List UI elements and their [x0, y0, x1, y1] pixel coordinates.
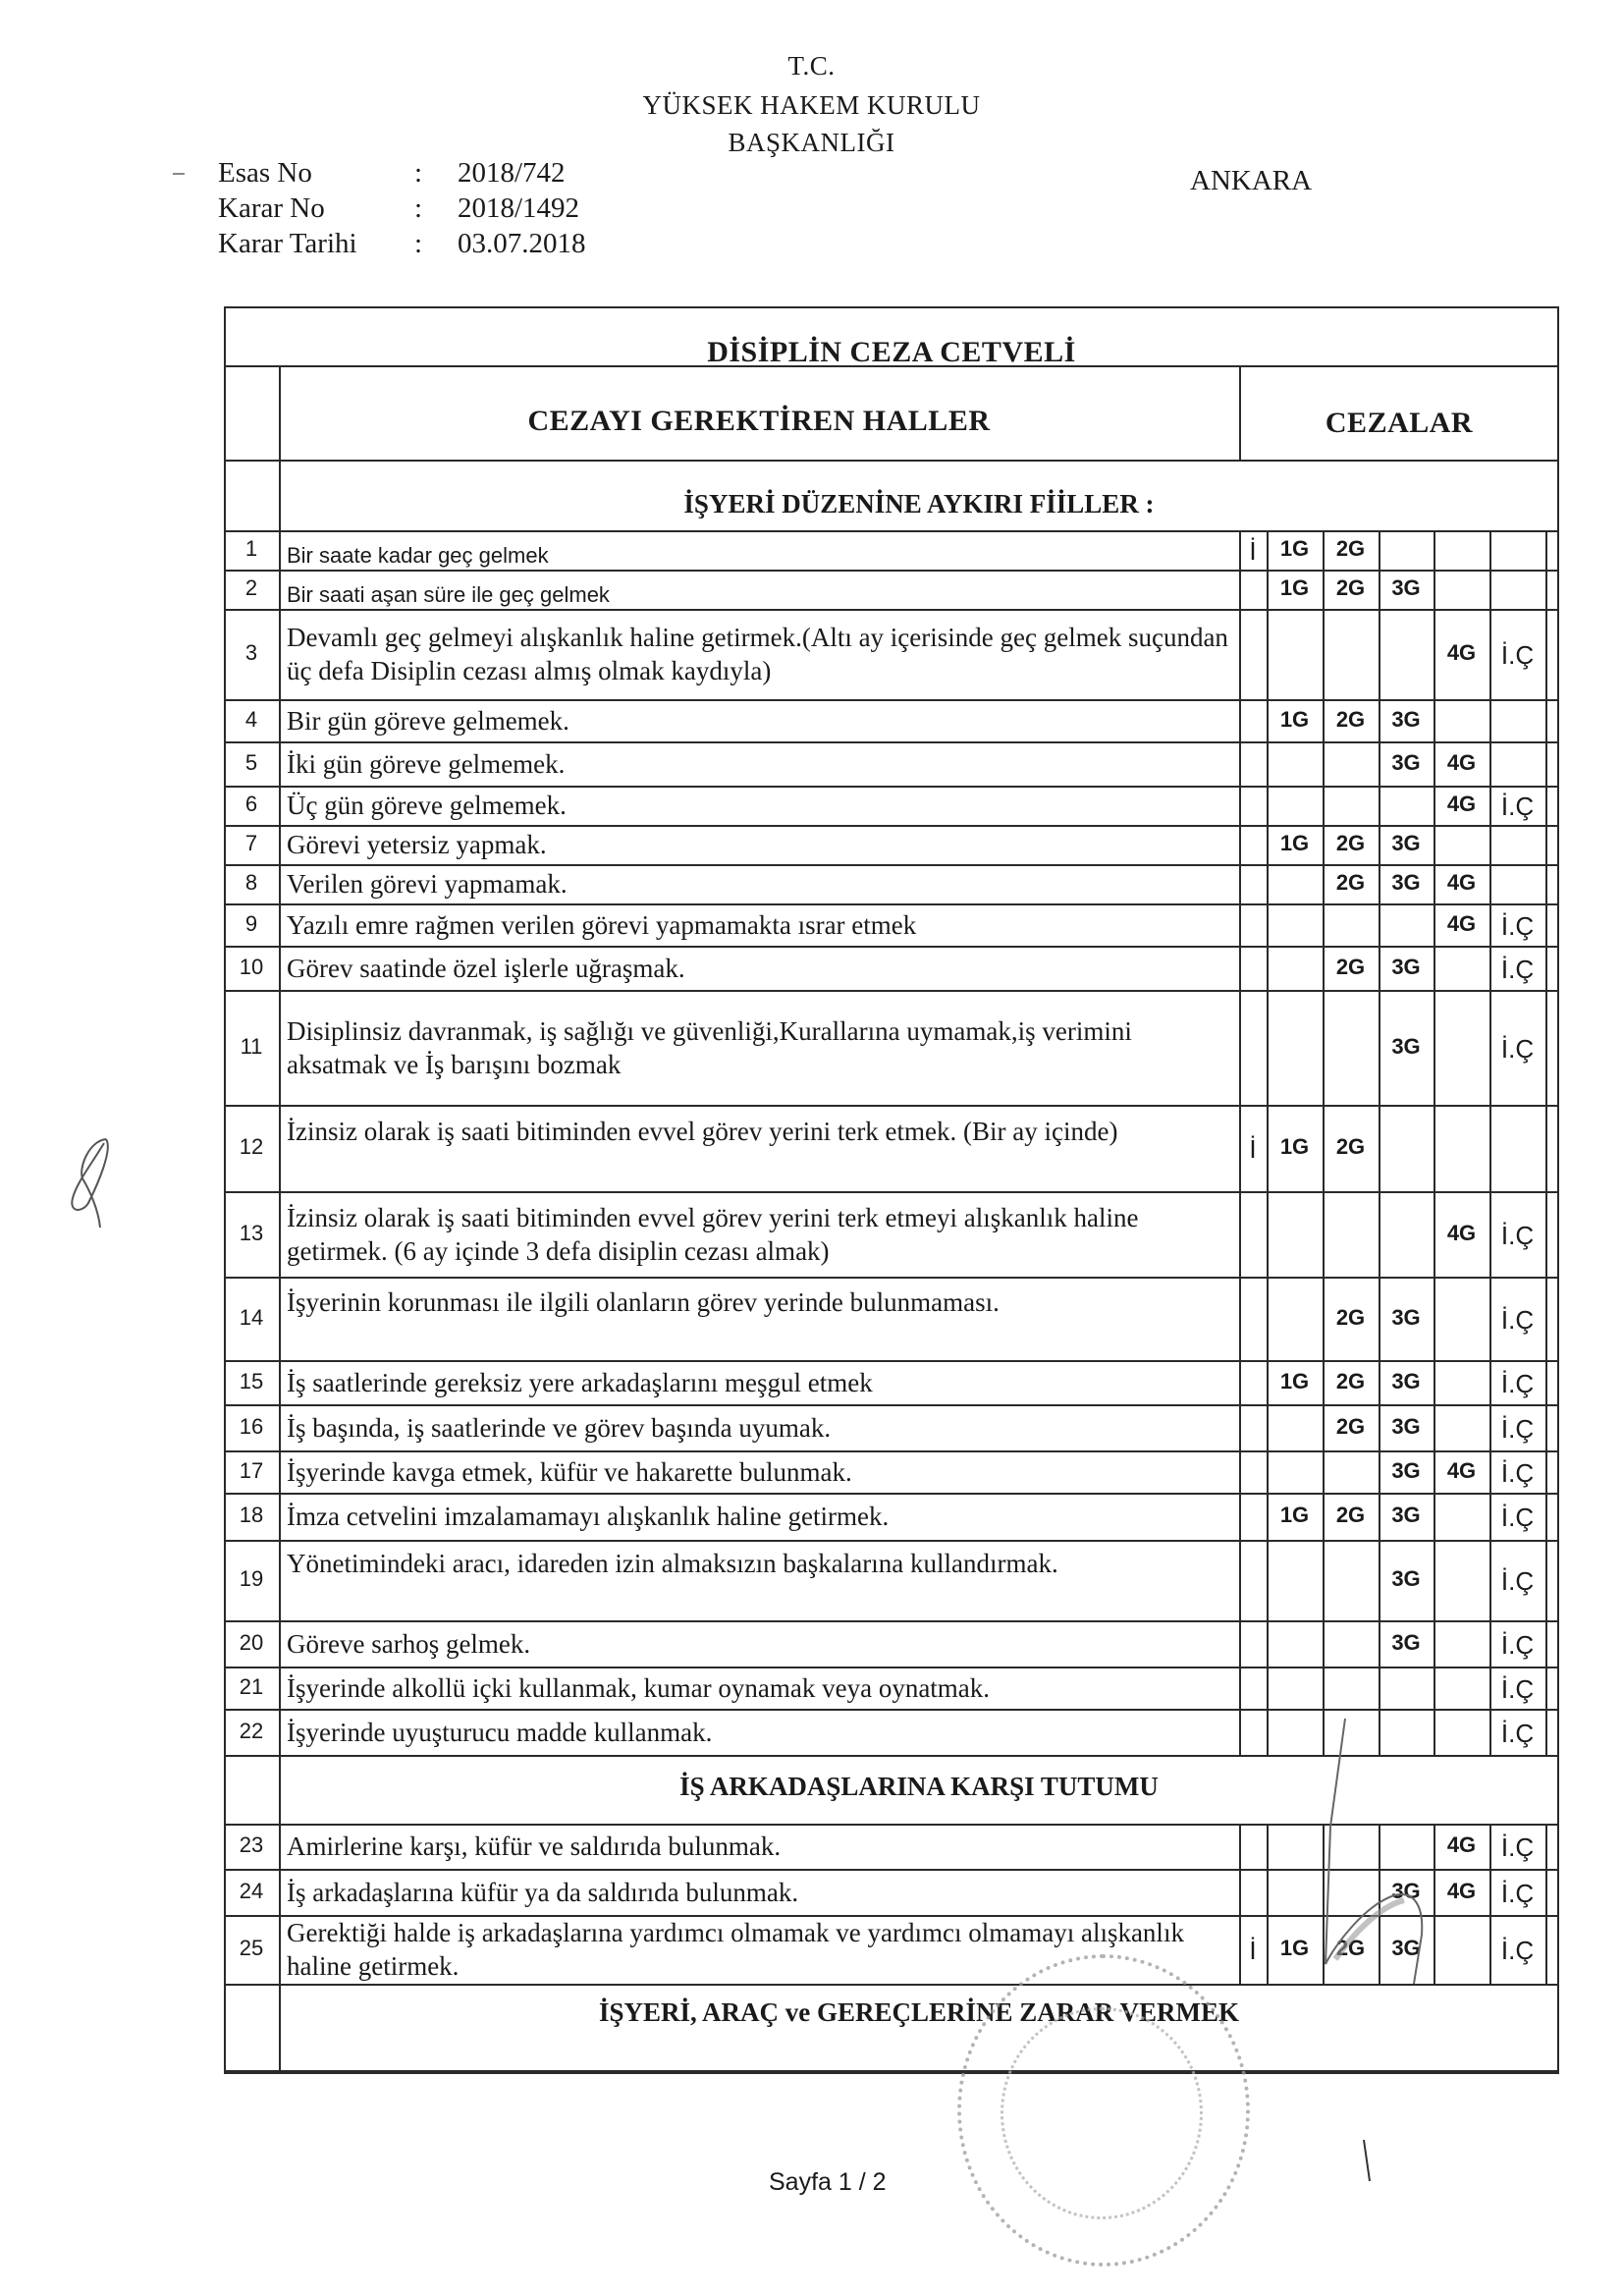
penalty-cell: 4G — [1446, 749, 1477, 775]
divider — [1545, 1277, 1547, 1360]
penalty-cell: İ.Ç — [1500, 1368, 1535, 1398]
divider — [1239, 825, 1241, 864]
penalty-cell: 2G — [1335, 1304, 1366, 1330]
row-description: Üç gün göreve gelmemek. — [287, 791, 567, 820]
divider — [1434, 1277, 1435, 1360]
divider — [1434, 1404, 1435, 1450]
divider — [1323, 1450, 1325, 1493]
meta-label: Karar Tarihi — [218, 228, 357, 259]
header-institution: YÜKSEK HAKEM KURULU — [642, 90, 981, 120]
divider — [1489, 530, 1491, 570]
row-number: 7 — [244, 831, 258, 855]
row-description: Bir gün göreve gelmemek. — [287, 705, 569, 736]
divider — [1239, 786, 1241, 825]
divider — [1239, 1450, 1241, 1493]
divider — [1323, 786, 1325, 825]
table-row — [224, 699, 1559, 741]
divider — [1489, 699, 1491, 741]
row-description: İş başında, iş saatlerinde ve görev başında uyumak. — [287, 1412, 832, 1443]
penalty-cell: 3G — [1391, 1413, 1421, 1439]
penalty-cell: 2G — [1335, 1503, 1366, 1527]
divider — [1545, 530, 1547, 570]
row-description: Verilen görevi yapmamak. — [287, 869, 568, 899]
header-office: BAŞKANLIĞI — [728, 128, 895, 157]
row-description: İş arkadaşlarına küfür ya da saldırıda bulunmak. — [287, 1877, 799, 1907]
row-description: Gerektiği halde iş arkadaşlarına yardımcı olmamak ve yardımcı olmamayı alışkanlık haline getirmek. — [287, 1918, 1184, 1981]
penalty-cell: İ.Ç — [1500, 1503, 1535, 1532]
penalty-cell: İ.Ç — [1500, 1718, 1535, 1748]
row-number: 13 — [239, 1220, 264, 1245]
divider — [1267, 1404, 1269, 1450]
divider — [1545, 609, 1547, 699]
row-description: Görev saatinde özel işlerle uğraşmak. — [287, 953, 685, 983]
penalty-cell: 3G — [1391, 954, 1421, 979]
divider — [1323, 1667, 1325, 1709]
row-description: İşyerinin korunması ile ilgili olanların görev yerinde bulunmaması. — [287, 1286, 1000, 1317]
meta-colon: : — [414, 192, 423, 224]
divider — [1239, 1404, 1241, 1450]
table-row — [224, 1620, 1559, 1667]
divider — [1239, 1540, 1241, 1620]
row-number: 17 — [239, 1457, 264, 1483]
penalty-cell: 3G — [1391, 831, 1421, 855]
divider — [1545, 1105, 1547, 1191]
divider — [1239, 365, 1241, 460]
divider — [1267, 990, 1269, 1105]
penalty-cell: İ — [1249, 536, 1257, 566]
divider — [1379, 1191, 1380, 1277]
penalty-cell: 4G — [1446, 640, 1477, 665]
row-number: 23 — [239, 1832, 264, 1857]
penalty-cell: 4G — [1446, 792, 1477, 816]
penalty-cell: İ.Ç — [1500, 1457, 1535, 1488]
divider — [1489, 741, 1491, 786]
penalty-cell: İ.Ç — [1500, 1220, 1535, 1250]
table-row — [224, 1404, 1559, 1450]
divider — [1545, 699, 1547, 741]
row-number: 14 — [239, 1304, 264, 1330]
penalty-cell: 3G — [1391, 1503, 1421, 1527]
divider — [1267, 1869, 1269, 1915]
row-number: 8 — [244, 870, 258, 895]
penalty-cell: 1G — [1279, 1936, 1310, 1960]
divider — [1267, 1667, 1269, 1709]
penalty-cell: İ.Ç — [1500, 792, 1535, 821]
penalty-cell: 4G — [1446, 910, 1477, 936]
row-description: Bir saati aşan süre ile geç gelmek — [287, 582, 610, 607]
row-number: 2 — [244, 575, 258, 600]
penalty-cell: 2G — [1335, 575, 1366, 600]
row-description: Yönetimindeki aracı, idareden izin almaksızın başkalarına kullandırmak. — [287, 1549, 1058, 1578]
stamp-inner-ring — [1001, 2007, 1203, 2219]
divider — [1545, 1493, 1547, 1540]
penalty-cell: 1G — [1279, 1368, 1310, 1394]
penalty-cell: 2G — [1335, 1413, 1366, 1439]
penalty-cell: İ.Ç — [1500, 1832, 1535, 1862]
divider — [1379, 1105, 1380, 1191]
penalty-cell: İ.Ç — [1500, 1878, 1535, 1908]
penalty-cell: 3G — [1391, 1566, 1421, 1591]
divider — [1239, 1869, 1241, 1915]
penalty-cell: 1G — [1279, 1503, 1310, 1527]
row-number: 21 — [239, 1673, 264, 1699]
handwritten-mark-icon — [59, 1129, 128, 1237]
penalty-cell: 3G — [1391, 706, 1421, 732]
row-number: 11 — [240, 1033, 263, 1059]
row-number: 18 — [239, 1503, 264, 1527]
divider — [1323, 990, 1325, 1105]
divider — [1434, 825, 1435, 864]
meta-label: Karar No — [218, 192, 325, 224]
signature-icon — [1276, 1709, 1473, 1994]
meta-esas-no — [218, 157, 566, 190]
column-header-haller: CEZAYI GEREKTİREN HALLER — [527, 405, 991, 437]
divider — [1239, 903, 1241, 946]
row-number: 22 — [239, 1718, 264, 1743]
row-description: İzinsiz olarak iş saati bitiminden evvel görev yerini terk etmek. (Bir ay içinde) — [287, 1117, 1118, 1146]
row-number: 9 — [244, 910, 258, 936]
divider — [1545, 786, 1547, 825]
divider — [1267, 1191, 1269, 1277]
table-row — [224, 1450, 1559, 1493]
divider — [1239, 1709, 1241, 1755]
divider — [1434, 1493, 1435, 1540]
divider — [1239, 1620, 1241, 1667]
table-row — [224, 570, 1559, 609]
row-description: İş saatlerinde gereksiz yere arkadaşlarını meşgul etmek — [287, 1367, 873, 1397]
divider — [1239, 609, 1241, 699]
penalty-cell: 1G — [1279, 575, 1310, 600]
penalty-cell: 2G — [1335, 870, 1366, 895]
table-row — [224, 903, 1559, 946]
row-description: Bir saate kadar geç gelmek — [287, 543, 549, 568]
penalty-cell: 3G — [1391, 1936, 1421, 1960]
divider — [1489, 570, 1491, 609]
table-row — [224, 786, 1559, 825]
divider — [1239, 741, 1241, 786]
row-number: 6 — [244, 792, 258, 816]
divider — [1267, 609, 1269, 699]
official-stamp-icon — [957, 1954, 1250, 2267]
meta-value: 2018/742 — [458, 157, 566, 189]
row-number: 24 — [239, 1878, 264, 1903]
divider — [1545, 1709, 1547, 1755]
divider — [1239, 1360, 1241, 1404]
divider — [1379, 1667, 1380, 1709]
divider — [1323, 1540, 1325, 1620]
divider — [1434, 1620, 1435, 1667]
divider — [1545, 741, 1547, 786]
penalty-cell: 1G — [1279, 706, 1310, 732]
penalty-cell: 1G — [1279, 831, 1310, 855]
penalty-cell: 3G — [1391, 1457, 1421, 1483]
divider — [1434, 570, 1435, 609]
row-number: 12 — [239, 1134, 264, 1159]
row-description: Amirlerine karşı, küfür ve saldırıda bulunmak. — [287, 1831, 782, 1861]
penalty-cell: 1G — [1279, 1134, 1310, 1159]
penalty-cell: 2G — [1335, 954, 1366, 979]
penalty-cell: 3G — [1391, 870, 1421, 895]
divider — [1239, 1191, 1241, 1277]
meta-karar-no — [218, 192, 579, 225]
divider — [1545, 1869, 1547, 1915]
divider — [1239, 1667, 1241, 1709]
divider — [1489, 864, 1491, 903]
header-tc: T.C. — [787, 51, 836, 81]
divider — [1434, 530, 1435, 570]
divider — [1434, 1105, 1435, 1191]
penalty-cell: 2G — [1335, 1936, 1366, 1960]
penalty-cell: 4G — [1446, 1457, 1477, 1483]
penalty-cell: İ.Ç — [1500, 1629, 1535, 1660]
meta-colon: : — [414, 157, 423, 189]
divider — [1323, 903, 1325, 946]
penalty-cell: İ.Ç — [1500, 1033, 1535, 1064]
divider — [1434, 1540, 1435, 1620]
penalty-cell: 4G — [1446, 1220, 1477, 1245]
penalty-cell: 4G — [1446, 1878, 1477, 1903]
divider — [1323, 1191, 1325, 1277]
divider — [1323, 1620, 1325, 1667]
row-description: İki gün göreve gelmemek. — [287, 748, 566, 779]
penalty-cell: 1G — [1279, 536, 1310, 561]
section-title: İŞ ARKADAŞLARINA KARŞI TUTUMU — [679, 1772, 1159, 1801]
row-description: İşyerinde kavga etmek, küfür ve hakarette bulunmak. — [287, 1456, 852, 1487]
divider — [224, 460, 1559, 462]
table-row — [224, 1277, 1559, 1360]
penalty-cell: İ.Ç — [1500, 1413, 1535, 1444]
divider — [1545, 1824, 1547, 1869]
divider — [1267, 946, 1269, 990]
divider — [1323, 609, 1325, 699]
row-number: 4 — [244, 706, 258, 732]
meta-value: 2018/1492 — [458, 192, 580, 224]
divider — [1545, 1191, 1547, 1277]
divider — [224, 2072, 1559, 2074]
table-row — [224, 1667, 1559, 1709]
row-description: Disiplinsiz davranmak, iş sağlığı ve güvenliği,Kurallarına uymamak,iş verimini aksatmak ve İş barışını bozmak — [287, 1015, 1132, 1079]
table-row — [224, 1105, 1559, 1191]
divider — [1267, 903, 1269, 946]
row-description: Yazılı emre rağmen verilen görevi yapmamakta ısrar etmek — [287, 909, 917, 940]
table-row — [224, 530, 1559, 570]
table-row — [224, 990, 1559, 1105]
penalty-cell: 3G — [1391, 575, 1421, 600]
row-description: İşyerinde alkollü içki kullanmak, kumar oynamak veya oynatmak. — [287, 1672, 991, 1703]
penalty-cell: 4G — [1446, 1832, 1477, 1857]
table-title: DİSİPLİN CEZA CETVELİ — [707, 336, 1076, 368]
divider — [1267, 1450, 1269, 1493]
divider — [1267, 1277, 1269, 1360]
table-row — [224, 741, 1559, 786]
divider — [1434, 1667, 1435, 1709]
divider — [1267, 864, 1269, 903]
divider — [1239, 990, 1241, 1105]
meta-value: 03.07.2018 — [458, 228, 586, 259]
divider — [1545, 1450, 1547, 1493]
penalty-cell: 2G — [1335, 1134, 1366, 1159]
margin-dash — [173, 173, 185, 175]
row-number: 15 — [239, 1368, 264, 1394]
table-row — [224, 946, 1559, 990]
section-title: İŞYERİ, ARAÇ ve GEREÇLERİNE ZARAR VERMEK — [598, 1997, 1240, 2027]
table-row — [224, 1493, 1559, 1540]
penalty-cell: 3G — [1391, 1304, 1421, 1330]
row-number: 25 — [239, 1936, 264, 1960]
row-number: 3 — [244, 640, 258, 665]
penalty-cell: 3G — [1391, 749, 1421, 775]
row-description: Görevi yetersiz yapmak. — [287, 830, 547, 859]
penalty-cell: İ.Ç — [1500, 1566, 1535, 1596]
divider — [1489, 1105, 1491, 1191]
table-row — [224, 864, 1559, 903]
divider — [1239, 1824, 1241, 1869]
divider — [1323, 741, 1325, 786]
divider — [1239, 864, 1241, 903]
penalty-cell: 3G — [1391, 1629, 1421, 1655]
row-description: İşyerinde uyuşturucu madde kullanmak. — [287, 1717, 713, 1747]
row-description: Devamlı geç gelmeyi alışkanlık haline getirmek.(Altı ay içerisinde geç gelmek suçundan üç defa Disiplin cezası almış olmak kaydıyla) — [287, 623, 1228, 685]
table-row — [224, 1360, 1559, 1404]
divider — [1379, 530, 1380, 570]
divider — [1267, 1824, 1269, 1869]
divider — [1379, 609, 1380, 699]
penalty-cell: 3G — [1391, 1878, 1421, 1903]
column-header-cezalar: CEZALAR — [1325, 407, 1474, 439]
row-description: Göreve sarhoş gelmek. — [287, 1628, 531, 1659]
divider — [1545, 864, 1547, 903]
divider — [1434, 946, 1435, 990]
divider — [1545, 990, 1547, 1105]
divider — [1545, 1360, 1547, 1404]
header-city: ANKARA — [1190, 165, 1313, 196]
divider — [1545, 1667, 1547, 1709]
penalty-cell: İ.Ç — [1500, 1304, 1535, 1335]
penalty-cell: 3G — [1391, 1033, 1421, 1059]
divider — [1379, 903, 1380, 946]
divider — [1267, 1709, 1269, 1755]
meta-label: Esas No — [218, 157, 312, 189]
divider — [1434, 699, 1435, 741]
divider — [1545, 1404, 1547, 1450]
section-title: İŞYERİ DÜZENİNE AYKIRI FİİLLER : — [683, 489, 1155, 519]
penalty-cell: 2G — [1335, 536, 1366, 561]
divider — [224, 365, 1559, 367]
penalty-cell: İ.Ç — [1500, 954, 1535, 984]
divider — [1239, 1493, 1241, 1540]
meta-karar-tarihi — [218, 228, 586, 260]
penalty-cell: 3G — [1391, 1368, 1421, 1394]
penalty-cell: 2G — [1335, 706, 1366, 732]
divider — [1267, 1620, 1269, 1667]
divider — [1267, 741, 1269, 786]
divider — [1489, 825, 1491, 864]
row-number: 5 — [244, 749, 258, 775]
pen-stroke-icon — [1360, 2136, 1380, 2185]
penalty-cell: İ.Ç — [1500, 640, 1535, 670]
row-number: 19 — [239, 1566, 264, 1591]
row-description: İmza cetvelini imzalamamayı alışkanlık haline getirmek. — [287, 1502, 890, 1531]
meta-colon: : — [414, 228, 423, 259]
row-number: 1 — [244, 536, 258, 561]
penalty-cell: 4G — [1446, 870, 1477, 895]
table-row — [224, 825, 1559, 864]
divider — [1545, 1540, 1547, 1620]
table-row — [224, 1191, 1559, 1277]
table-row — [224, 609, 1559, 699]
penalty-cell: İ.Ç — [1500, 1673, 1535, 1704]
divider — [1267, 786, 1269, 825]
divider — [1239, 1277, 1241, 1360]
penalty-cell: İ — [1249, 1936, 1257, 1965]
row-number: 20 — [239, 1629, 264, 1655]
divider — [1434, 990, 1435, 1105]
penalty-cell: İ.Ç — [1500, 910, 1535, 941]
divider — [1239, 946, 1241, 990]
divider — [1434, 1360, 1435, 1404]
divider — [1545, 946, 1547, 990]
penalty-cell: İ — [1249, 1134, 1257, 1164]
row-number: 10 — [239, 954, 264, 979]
penalty-cell: 2G — [1335, 1368, 1366, 1394]
row-number: 16 — [239, 1413, 264, 1439]
divider — [1545, 825, 1547, 864]
divider — [1267, 1540, 1269, 1620]
row-description: İzinsiz olarak iş saati bitiminden evvel görev yerini terk etmeyi alışkanlık haline getirmek. (6 ay içinde 3 defa disiplin cezası almak) — [287, 1202, 1139, 1266]
page-number: Sayfa 1 / 2 — [769, 2168, 887, 2196]
penalty-cell: 2G — [1335, 831, 1366, 855]
divider — [1239, 699, 1241, 741]
divider — [1545, 1915, 1547, 1984]
divider — [1545, 1620, 1547, 1667]
divider — [1239, 570, 1241, 609]
divider — [1545, 903, 1547, 946]
penalty-cell: İ.Ç — [1500, 1936, 1535, 1965]
divider — [1545, 570, 1547, 609]
table-row — [224, 1540, 1559, 1620]
divider — [1379, 786, 1380, 825]
